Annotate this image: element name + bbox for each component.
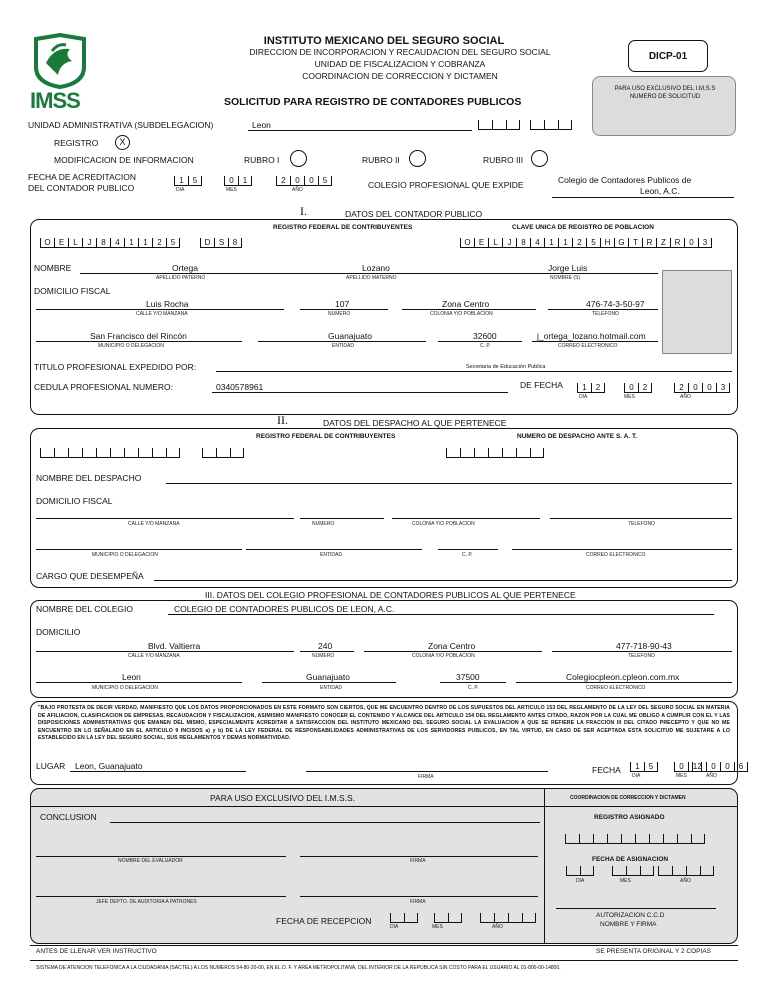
digit-box[interactable] [580, 866, 594, 876]
digit-box[interactable] [54, 448, 68, 458]
sec1-rfc-boxes[interactable] [40, 238, 180, 248]
institute-title: INSTITUTO MEXICANO DEL SEGURO SOCIAL [263, 35, 505, 47]
digit-box[interactable]: 1 [688, 762, 702, 772]
digit-box[interactable] [202, 448, 216, 458]
sec3-telefono[interactable]: 477-718-90-43 [616, 641, 672, 651]
sec1-nombres-lbl: NOMBRE (S) [550, 275, 580, 281]
colegio-value2[interactable]: Leon, A.C. [640, 186, 680, 196]
sec2-cargo-field[interactable] [154, 580, 732, 581]
sec3-municipio[interactable]: Leon [122, 672, 141, 682]
asignacion-month[interactable] [612, 866, 654, 876]
digit-box[interactable]: L [68, 238, 82, 248]
declaration-firma-field[interactable] [306, 771, 548, 772]
digit-box[interactable]: Z [656, 238, 670, 248]
rubro3-label: RUBRO III [483, 155, 524, 165]
digit-box[interactable]: 0 [304, 176, 318, 186]
registro-label: REGISTRO [54, 138, 99, 148]
declaration-text: "BAJO PROTESTA DE DECIR VERDAD, MANIFIESTO QUE LOS DATOS PROPORCIONADOS EN ESTE FORMATO SON CIERTOS, QUE ME ENCUENTRO DENTRO DE LOS SUPUESTOS DEL ARTICULO 153 DEL REGLAMENTO DE LA LEY DEL SEGURO SOCIAL EN MATERIA DE AFILIACION, CLASIFICACION DE EMPRESAS, RECAUDACION Y FISCALIZACION, ASIMISMO MANIFIESTO CONOCER EL CONTENIDO Y ALCANCE DEL ARTICULO 154 DEL REGLAMENTO ANTES CITADO, RAZON POR LA CUAL ME OBLIGO A CUMPLIR CON EL Y LAS DISPOSICIONES ADMINISTRATIVAS QUE EMANEN DEL MISMO, ESPECIALMENTE ACREDITAR A SATISFACCION DEL INSTITUTO MEXICANO DEL SEGURO SOCIAL LA EVALUACION A QUE SE REFIERE LA FRACCION III DEL CITADO PRECEPTO Y QUE NO ME ENCUENTRO EN LO SEÑALADO EN EL ARTICULO 9 INCISOS a) y b) DE LA LEY FEDERAL DE RESPONSABILIDADES ADMINISTRATIVAS DE LOS SERVIDORES PUBLICOS, EN TAL VIRTUD, EN CASO DE SER ACEPTADA ESTA SOLICITUD ME SUJETARE A LO ESTABLECIDO EN LA LEY DEL SEGURO SOCIAL, SUS REGLAMENTOS Y DEMAS NORMATIVIDAD. [38, 705, 730, 742]
digit-box[interactable]: J [502, 238, 516, 248]
digit-box[interactable]: G [614, 238, 628, 248]
fecha-recepcion-month[interactable] [434, 913, 462, 923]
form-code-box [628, 40, 708, 72]
digit-box[interactable]: 2 [276, 176, 290, 186]
digit-box[interactable] [663, 834, 677, 844]
sec2-domicilio-label: DOMICILIO FISCAL [36, 496, 113, 506]
recepcion-mes-label: MES [432, 924, 443, 930]
imss-firma-lbl-1: FIRMA [410, 858, 426, 864]
digit-box[interactable]: 1 [238, 176, 252, 186]
unidad-code-boxes-2[interactable] [530, 120, 572, 130]
digit-box[interactable] [677, 834, 691, 844]
sec3-entidad[interactable]: Guanajuato [306, 672, 350, 682]
fecha-acred-year[interactable] [276, 176, 332, 186]
sec1-colonia[interactable]: Zona Centro [442, 299, 490, 309]
digit-box[interactable]: 1 [630, 762, 644, 772]
sec2-telefono-lbl: TELEFONO [628, 521, 655, 527]
sec3-correo[interactable]: Colegiocpleon.cpleon.com.mx [566, 672, 680, 682]
sec3-nombre-label: NOMBRE DEL COLEGIO [36, 604, 133, 614]
digit-box[interactable]: 2 [692, 762, 706, 772]
digit-box[interactable]: 5 [166, 238, 180, 248]
digit-box[interactable]: 2 [591, 383, 605, 393]
declaration-firma-lbl: FIRMA [418, 774, 434, 780]
sec3-colonia[interactable]: Zona Centro [428, 641, 476, 651]
colegio-label: COLEGIO PROFESIONAL QUE EXPIDE [368, 180, 524, 190]
sec2-municipio-lbl: MUNICIPIO O DELEGACION [92, 552, 158, 558]
digit-box[interactable]: 8 [516, 238, 530, 248]
footer-left: ANTES DE LLENAR VER INSTRUCTIVO [36, 948, 157, 955]
sec2-rfc-homoclave-boxes[interactable] [202, 448, 244, 458]
digit-box[interactable]: 1 [138, 238, 152, 248]
digit-box[interactable] [508, 913, 522, 923]
asignacion-day[interactable] [566, 866, 594, 876]
sec3-cp[interactable]: 37500 [456, 672, 480, 682]
fecha-acred-month[interactable] [224, 176, 252, 186]
digit-box[interactable]: 0 [684, 238, 698, 248]
digit-box[interactable] [565, 834, 579, 844]
sec2-num-despacho-boxes[interactable] [446, 448, 544, 458]
sec1-cedula-label: CEDULA PROFESIONAL NUMERO: [34, 382, 174, 392]
sec1-calle[interactable]: Luis Rocha [146, 299, 189, 309]
digit-box[interactable]: 8 [228, 238, 242, 248]
digit-box[interactable] [216, 448, 230, 458]
sec3-calle-lbl: CALLE Y/O MANZANA [128, 653, 180, 659]
photo-box [662, 270, 732, 354]
digit-box[interactable] [166, 448, 180, 458]
digit-box[interactable] [96, 448, 110, 458]
digit-box[interactable]: H [600, 238, 614, 248]
sec3-colonia-lbl: COLONIA Y/O POBLACION [412, 653, 475, 659]
digit-box[interactable] [124, 448, 138, 458]
sec1-ap-materno-lbl: APELLIDO MATERNO [346, 275, 397, 281]
lugar-label: LUGAR [36, 761, 66, 771]
registro-asignado-boxes[interactable] [565, 834, 705, 844]
sec1-ap-paterno[interactable]: Ortega [172, 263, 198, 273]
digit-box[interactable] [635, 834, 649, 844]
digit-box[interactable]: 5 [586, 238, 600, 248]
sec3-domicilio-label: DOMICILIO [36, 627, 81, 637]
sec2-nombre-label: NOMBRE DEL DESPACHO [36, 473, 142, 483]
digit-box[interactable]: D [200, 238, 214, 248]
sec1-ano-label: AÑO [680, 394, 691, 400]
fecha-acred-label1: FECHA DE ACREDITACION [28, 172, 136, 182]
digit-box[interactable] [480, 913, 494, 923]
sec1-colonia-lbl: COLONIA Y/O POBLACION [430, 311, 493, 317]
fecha-recepcion-day[interactable] [390, 913, 418, 923]
sec1-cp[interactable]: 32600 [473, 331, 497, 341]
rubro2-checkbox[interactable] [409, 150, 426, 167]
digit-box[interactable] [68, 448, 82, 458]
digit-box[interactable] [390, 913, 404, 923]
digit-box[interactable]: 0 [702, 383, 716, 393]
sec2-nombre-field[interactable] [166, 483, 732, 484]
ano-label: AÑO [292, 187, 303, 193]
header-sub3: COORDINACION DE CORRECCION Y DICTAMEN [302, 71, 498, 81]
unidad-label: UNIDAD ADMINISTRATIVA (SUBDELEGACION) [28, 120, 214, 130]
digit-box[interactable]: 1 [124, 238, 138, 248]
digit-box[interactable]: 5 [188, 176, 202, 186]
digit-box[interactable] [700, 866, 714, 876]
rubro1-checkbox[interactable] [290, 150, 307, 167]
rubro2-label: RUBRO II [362, 155, 400, 165]
fecha-recepcion-label: FECHA DE RECEPCION [276, 916, 372, 926]
digit-box[interactable]: J [82, 238, 96, 248]
rubro1-label: RUBRO I [244, 155, 280, 165]
footer-bottom: SISTEMA DE ATENCION TELEFONICA A LA CIUDADANIA (SACTEL) A LOS NUMEROS 54-80-20-00, EN EL D. F. Y AREA METROPOLITANA, DEL INTERIOR DE LA REPUBLICA SIN COSTO PARA EL USUARIO AL 01-800-00-14800. [36, 965, 561, 971]
asignacion-ano-label: AÑO [680, 878, 691, 884]
fecha-acred-label2: DEL CONTADOR PUBLICO [28, 183, 135, 193]
sec1-dia-label: DIA [579, 394, 588, 400]
sec1-curp-boxes[interactable] [460, 238, 712, 248]
sec2-numeral: II. [277, 413, 288, 427]
sec1-fecha-year[interactable] [674, 383, 730, 393]
autorizacion-1: AUTORIZACION C.C.D [596, 912, 665, 919]
digit-box[interactable]: 0 [674, 762, 688, 772]
asignacion-dia-label: DIA [576, 878, 585, 884]
digit-box[interactable] [672, 866, 686, 876]
sec3-calle[interactable]: Blvd. Valtierra [148, 641, 201, 651]
digit-box[interactable]: O [40, 238, 54, 248]
sec2-calle-lbl: CALLE Y/O MANZANA [128, 521, 180, 527]
sec2-colonia-lbl: COLONIA Y/O POBLACION [412, 521, 475, 527]
digit-box[interactable] [110, 448, 124, 458]
jefe-lbl: JEFE DEPTO. DE AUDITORIA A PATRONES [96, 899, 197, 905]
asignacion-year[interactable] [658, 866, 714, 876]
sec2-numero-lbl: NUMERO [312, 521, 335, 527]
lugar-value[interactable]: Leon, Guanajuato [75, 761, 143, 771]
unidad-value[interactable]: Leon [252, 120, 271, 130]
sec3-correo-lbl: CORREO ELECTRONICO [586, 685, 646, 691]
sec1-numero-lbl: NUMERO [328, 311, 351, 317]
digit-box[interactable]: 4 [530, 238, 544, 248]
digit-box[interactable]: L [488, 238, 502, 248]
imss-use-title: PARA USO EXCLUSIVO DEL I.M.S.S. [210, 793, 356, 803]
dia-label: DIA [176, 187, 185, 193]
sec2-cp-lbl: C. P. [462, 552, 473, 558]
registro-asignado-label: REGISTRO ASIGNADO [594, 814, 665, 821]
declaration-fecha-year[interactable] [692, 762, 748, 772]
digit-box[interactable] [448, 913, 462, 923]
digit-box[interactable] [474, 448, 488, 458]
sec1-entidad-lbl: ENTIDAD [332, 343, 354, 349]
digit-box[interactable]: O [460, 238, 474, 248]
sec3-municipio-lbl: MUNICIPIO O DELEGACION [92, 685, 158, 691]
declaration-fecha-label: FECHA [592, 765, 621, 775]
sec1-de-fecha-label: DE FECHA [520, 380, 563, 390]
registro-checkbox[interactable]: X [115, 135, 130, 150]
sec2-num-despacho-label: NUMERO DE DESPACHO ANTE S. A. T. [517, 433, 638, 440]
sec1-cp-lbl: C. P. [480, 343, 491, 349]
evaluador-lbl: NOMBRE DEL EVALUADOR [118, 858, 183, 864]
digit-box[interactable]: 0 [624, 383, 638, 393]
fecha-asignacion-label: FECHA DE ASIGNACION [592, 856, 669, 863]
unidad-code-boxes[interactable] [478, 120, 520, 130]
footer-right: SE PRESENTA ORIGINAL Y 2 COPIAS [596, 948, 711, 955]
sec2-correo-lbl: CORREO ELECTRONICO [586, 552, 646, 558]
asignacion-mes-label: MES [620, 878, 631, 884]
conclusion-field[interactable] [110, 822, 540, 823]
sec1-fecha-month[interactable] [624, 383, 652, 393]
sec1-fecha-day[interactable] [577, 383, 605, 393]
autorizacion-2: NOMBRE Y FIRMA [600, 921, 657, 928]
sec3-entidad-lbl: ENTIDAD [320, 685, 342, 691]
form-code: DICP-01 [648, 50, 688, 62]
digit-box[interactable]: 4 [110, 238, 124, 248]
sec3-nombre-value[interactable]: COLEGIO DE CONTADORES PUBLICOS DE LEON, A.C. [174, 604, 395, 614]
sec3-numero[interactable]: 240 [318, 641, 333, 651]
digit-box[interactable]: 3 [698, 238, 712, 248]
sec3-title: III. DATOS DEL COLEGIO PROFESIONAL DE CONTADORES PUBLICOS AL QUE PERTENECE [205, 590, 576, 600]
digit-box[interactable] [494, 913, 508, 923]
coord-title: COORDINACION DE CORRECCION Y DICTAMEN [570, 795, 686, 801]
declaration-mes-label: MES [676, 773, 687, 779]
digit-box[interactable]: 5 [644, 762, 658, 772]
sec3-cp-lbl: C. P. [468, 685, 479, 691]
digit-box[interactable]: 5 [318, 176, 332, 186]
digit-box[interactable] [404, 913, 418, 923]
digit-box[interactable] [488, 448, 502, 458]
digit-box[interactable]: R [642, 238, 656, 248]
digit-box[interactable] [434, 913, 448, 923]
digit-box[interactable]: E [54, 238, 68, 248]
sec2-rfc-boxes[interactable] [40, 448, 180, 458]
exclusive-note: PARA USO EXCLUSIVO DEL I.M.S.S NUMERO DE SOLICITUD [614, 86, 716, 100]
sec2-cargo-label: CARGO QUE DESEMPEÑA [36, 571, 144, 581]
digit-box[interactable]: 2 [152, 238, 166, 248]
digit-box[interactable]: 6 [734, 762, 748, 772]
sec1-curp-label: CLAVE UNICA DE REGISTRO DE POBLACION [512, 224, 654, 231]
digit-box[interactable]: 0 [720, 762, 734, 772]
digit-box[interactable] [691, 834, 705, 844]
sec1-telefono[interactable]: 476-74-3-50-97 [586, 299, 645, 309]
sec2-rfc-label: REGISTRO FEDERAL DE CONTRIBUYENTES [256, 433, 396, 440]
sec2-title: DATOS DEL DESPACHO AL QUE PERTENECE [323, 418, 507, 428]
digit-box[interactable]: 3 [716, 383, 730, 393]
solicitud-number-box[interactable] [592, 76, 736, 136]
digit-box[interactable] [607, 834, 621, 844]
digit-box[interactable]: E [474, 238, 488, 248]
recepcion-ano-label: AÑO [492, 924, 503, 930]
sec1-nombres[interactable]: Jorge Luis [548, 263, 588, 273]
digit-box[interactable] [138, 448, 152, 458]
fecha-acred-day[interactable] [174, 176, 202, 186]
sec1-correo-lbl: CORREO ELECTRONICO [558, 343, 618, 349]
imss-firma-lbl-2: FIRMA [410, 899, 426, 905]
digit-box[interactable]: 2 [572, 238, 586, 248]
digit-box[interactable]: 8 [96, 238, 110, 248]
digit-box[interactable]: 0 [688, 383, 702, 393]
digit-box[interactable] [460, 448, 474, 458]
sec1-rfc-label: REGISTRO FEDERAL DE CONTRIBUYENTES [273, 224, 413, 231]
sec1-titulo-value[interactable]: Secretaria de Educación Publica [466, 364, 546, 370]
digit-box[interactable] [230, 448, 244, 458]
colegio-value1[interactable]: Colegio de Contadores Publicos de [558, 175, 692, 185]
sec1-nombre-label: NOMBRE [34, 263, 72, 273]
declaration-fecha-day[interactable] [630, 762, 658, 772]
sec1-domicilio-label: DOMICILIO FISCAL [34, 286, 111, 296]
digit-box[interactable] [502, 448, 516, 458]
digit-box[interactable]: 0 [290, 176, 304, 186]
digit-box[interactable] [40, 448, 54, 458]
digit-box[interactable]: 0 [706, 762, 720, 772]
digit-box[interactable] [446, 448, 460, 458]
logo-text: IMSS [30, 88, 80, 113]
digit-box[interactable]: 2 [638, 383, 652, 393]
mes-label: MES [226, 187, 237, 193]
sec1-numero[interactable]: 107 [335, 299, 350, 309]
digit-box[interactable]: S [214, 238, 228, 248]
header-sub1: DIRECCION DE INCORPORACION Y RECAUDACION DEL SEGURO SOCIAL [249, 47, 551, 57]
digit-box[interactable] [579, 834, 593, 844]
sec1-telefono-lbl: TELEFONO [592, 311, 619, 317]
digit-box[interactable] [686, 866, 700, 876]
digit-box[interactable] [566, 866, 580, 876]
sec1-entidad[interactable]: Guanajuato [328, 331, 372, 341]
digit-box[interactable] [530, 448, 544, 458]
sec1-municipio[interactable]: San Francisco del Rincón [90, 331, 187, 341]
digit-box[interactable]: 1 [558, 238, 572, 248]
digit-box[interactable]: R [670, 238, 684, 248]
digit-box[interactable]: 1 [577, 383, 591, 393]
recepcion-dia-label: DIA [390, 924, 399, 930]
digit-box[interactable] [152, 448, 166, 458]
header-sub2: UNIDAD DE FISCALIZACION Y COBRANZA [314, 59, 486, 69]
digit-box[interactable] [593, 834, 607, 844]
sec2-entidad-lbl: ENTIDAD [320, 552, 342, 558]
sec1-municipio-lbl: MUNICIPIO O DELEGACION [98, 343, 164, 349]
digit-box[interactable] [649, 834, 663, 844]
digit-box[interactable]: 0 [224, 176, 238, 186]
digit-box[interactable] [621, 834, 635, 844]
sec1-ap-materno[interactable]: Lozano [362, 263, 390, 273]
sec1-ap-paterno-lbl: APELLIDO PATERNO [156, 275, 206, 281]
sec3-numero-lbl: NUMERO [312, 653, 335, 659]
conclusion-label: CONCLUSION [40, 812, 97, 822]
sec1-calle-lbl: CALLE Y/O MANZANA [136, 311, 188, 317]
digit-box[interactable] [626, 866, 640, 876]
form-title: SOLICITUD PARA REGISTRO DE CONTADORES PUBLICOS [224, 96, 522, 108]
sec1-mes-label: MES [624, 394, 635, 400]
sec1-rfc-homoclave-boxes[interactable] [200, 238, 242, 248]
digit-box[interactable] [522, 913, 536, 923]
sec3-telefono-lbl: TELEFONO [628, 653, 655, 659]
modificacion-label: MODIFICACION DE INFORMACION [54, 155, 194, 165]
sec1-numeral: I. [300, 204, 307, 218]
digit-box[interactable] [640, 866, 654, 876]
declaration-dia-label: DIA [632, 773, 641, 779]
digit-box[interactable] [516, 448, 530, 458]
digit-box[interactable]: 1 [174, 176, 188, 186]
digit-box[interactable] [82, 448, 96, 458]
digit-box[interactable]: 1 [544, 238, 558, 248]
sec1-correo[interactable]: j_ortega_lozano.hotmail.com [537, 331, 646, 341]
rubro3-checkbox[interactable] [531, 150, 548, 167]
digit-box[interactable]: T [628, 238, 642, 248]
digit-box[interactable] [612, 866, 626, 876]
sec1-title: DATOS DEL CONTADOR PUBLICO [345, 209, 483, 219]
fecha-recepcion-year[interactable] [480, 913, 536, 923]
digit-box[interactable]: 2 [674, 383, 688, 393]
declaration-ano-label: AÑO [706, 773, 717, 779]
sec1-cedula-value[interactable]: 0340578961 [216, 382, 264, 392]
sec1-titulo-label: TITULO PROFESIONAL EXPEDIDO POR: [34, 362, 197, 372]
digit-box[interactable] [658, 866, 672, 876]
